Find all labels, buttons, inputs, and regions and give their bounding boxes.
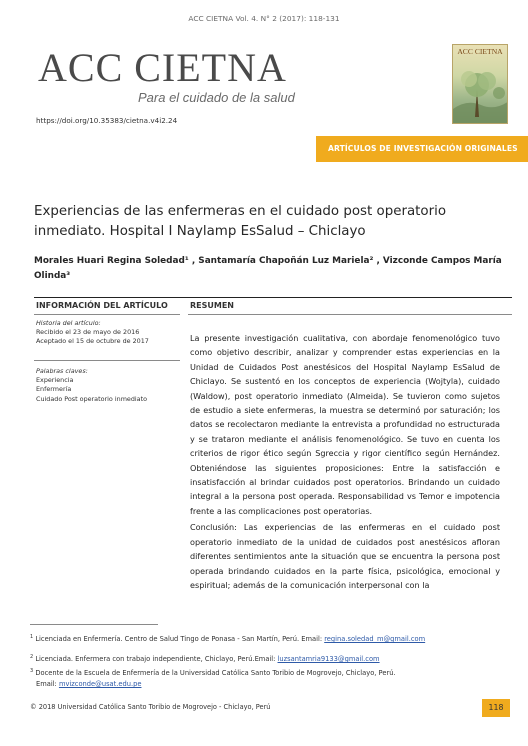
footnote-email-link[interactable]: regina.soledad_m@gmail.com [324,635,426,644]
footnote-rule [30,624,158,625]
footnote-2: $^2$ Licenciada. Enfermera con trabajo independiente, Chiclayo, Perú.Email: luzsantamria9133@gmail.com [30,654,380,664]
cover-title: ACC CIETNA [457,47,503,56]
keyword-item: Cuidado Post operatorio inmediato [36,394,148,403]
section-banner [316,136,528,162]
abstract-paragraph: La presente investigación cualitativa, con abordaje fenomenológico tuvo como objetivo describir, analizar y comprender estas experiencias en la Unidad de Cuidados Post anestésicos del Hospital Naylamp EsSalud de Chiclayo. Se sustentó en los conceptos de experiencia (Wojtyla), cuidado (Waldow), post operatorio inmediato (Almeida). Se tuvieron como sujetos de estudio a siete enfermeras, la muestra se determinó por saturación; los datos se recolectaron mediante la entrevista a profundidad no estructurada y se trataron mediante el análisis fenomenológico. Se tuvo en cuenta los criterios de rigor ético según Sgreccia y rigor científico según Hernández. Obteniéndose las siguientes proposiciones: Entre la satisfacción e insatisfacción al brindar cuidados post operatorios. Brindando un cuidado integral a la persona post operada. Responsabilidad vs Temor e impotencia frente a las complicaciones post operatorias. [190,333,500,516]
keywords-label: Palabras claves: [36,367,88,375]
accepted-date: Aceptado el 15 de octubre de 2017 [36,337,149,346]
footnote-email-link[interactable]: luzsantamria9133@gmail.com [277,655,380,664]
doi-link[interactable]: https://doi.org/10.35383/cietna.v4i2.24 [36,116,178,125]
article-history [36,319,180,347]
history-label: Historia del artículo: [36,319,101,327]
info-heading: INFORMACIÓN DEL ARTÍCULO [36,301,168,310]
history-rule [34,360,180,361]
info-heading-rule [34,314,180,315]
footnote-email-link[interactable]: mvizconde@usat.edu.pe [58,680,142,689]
received-date: Recibido el 23 de mayo de 2016 [36,328,140,337]
copyright-notice: © 2018 Universidad Católica Santo Toribio de Mogrovejo - Chiclayo, Perú [30,703,271,711]
footnote-1: $^1$ Licenciada en Enfermería. Centro de Salud Tingo de Ponasa - San Martín, Perú. Email: regina.soledad_m@gmail.com [30,634,426,644]
journal-logo-title: ACC CIETNA [38,45,287,90]
abstract-heading: RESUMEN [190,301,235,310]
keywords-block [36,367,180,404]
keyword-item: Enfermería [36,385,72,394]
journal-logo-tagline: Para el cuidado de la salud [138,90,295,105]
abstract-conclusion: Conclusión: Las experiencias de las enfermeras en el cuidado post operatorio inmediato de la unidad de cuidados post anestésicos afloran diferentes sentimientos ante la situación que se encuentra la persona post operada brindando cuidados en la parte física, psicológica, emocional y espiritual; además de la comunicación interpersonal con la [190,522,500,590]
keyword-item: Experiencia [36,376,74,385]
article-authors: Morales Huari Regina Soledad¹ , Santamaría Chapoñán Luz Mariela² , Vizconde Campos María Olinda³ [34,256,502,281]
top-rule [34,297,512,298]
cover-illustration-icon [453,59,508,124]
journal-reference: ACC CIETNA Vol. 4. N° 2 (2017): 118-131 [188,14,340,23]
journal-cover-thumbnail [452,44,508,124]
footnote-3: $^3$ Docente de la Escuela de Enfermería de la Universidad Católica Santo Toribio de Mogrovejo, Chiclayo, Perú. Email: mvizconde@usat.edu.pe [30,668,396,689]
page-number-box [482,699,510,717]
section-label: ARTÍCULOS DE INVESTIGACIÓN ORIGINALES [328,144,518,153]
article-title: Experiencias de las enfermeras en el cuidado post operatorio inmediato. Hospital I Naylamp EsSalud – Chiclayo [34,204,447,239]
page-number: 118 [488,703,504,712]
abstract-heading-rule [188,314,512,315]
abstract-body [190,331,500,592]
